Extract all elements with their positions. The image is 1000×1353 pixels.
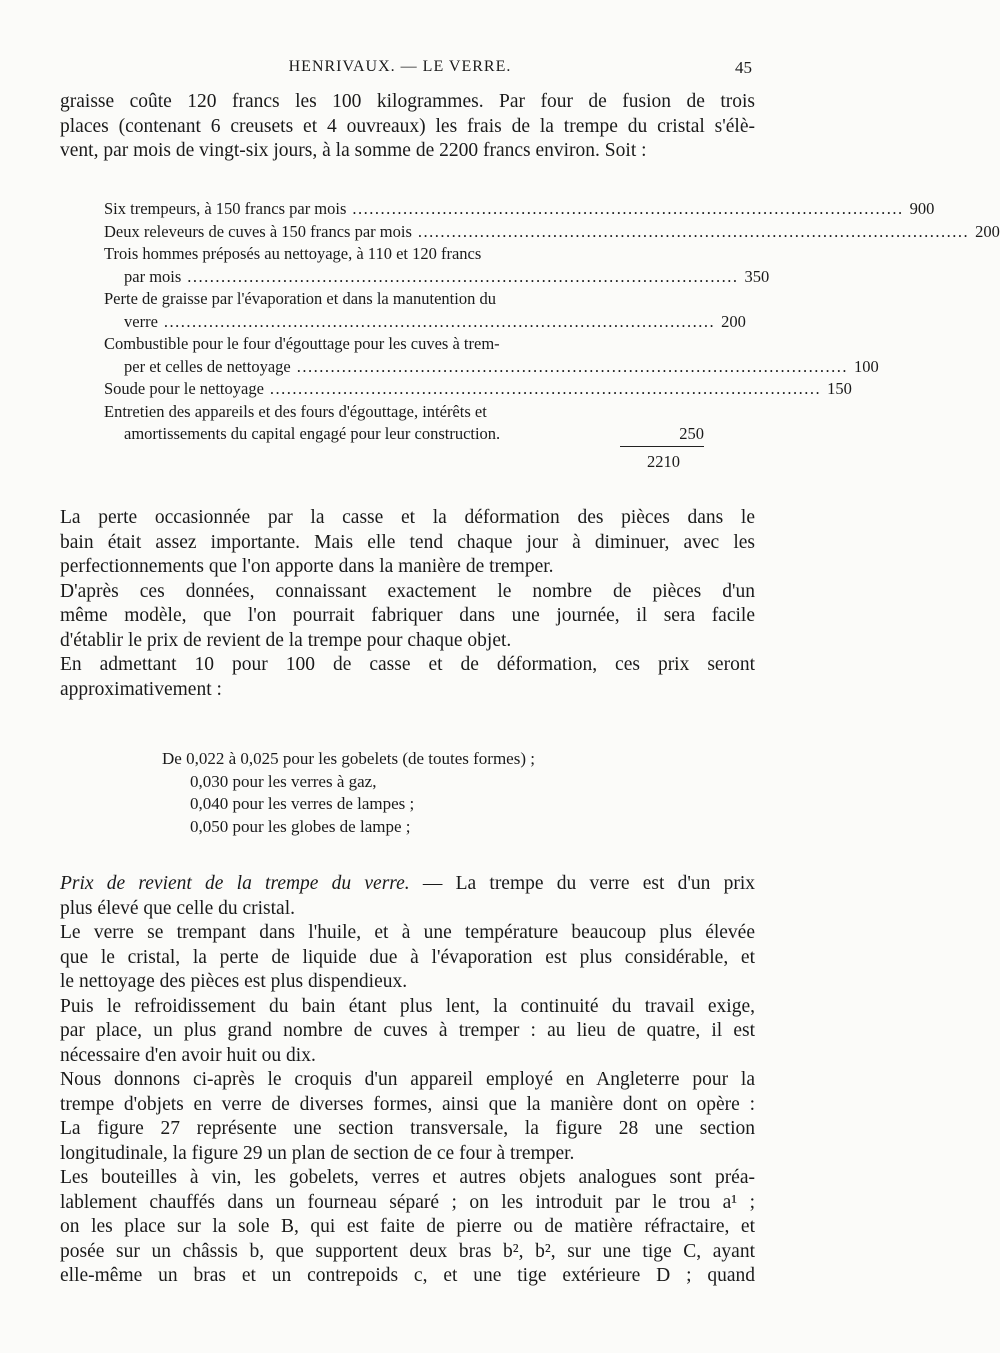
text-line: Le verre se trempant dans l'huile, et à une température beaucoup plus élevée: [60, 922, 755, 943]
text-line: elle-même un bras et un contrepoids c, et une tige extérieure D ; quand: [60, 1265, 755, 1286]
total-rule: [620, 446, 704, 447]
running-head: HENRIVAUX. — LE VERRE.: [288, 58, 512, 75]
price-list: [160, 748, 535, 838]
dot-leader: ..................................................................................................: [417, 221, 970, 241]
price-row: 0,030 pour les verres à gaz,: [190, 771, 377, 791]
paragraphs-block-2: [60, 872, 755, 1289]
text-line: lablement chauffés dans un fourneau séparé ; on les introduit par le trou a¹ ;: [60, 1191, 755, 1213]
text-line: trempe d'objets en verre de diverses formes, ainsi que la manière dont on opère :: [60, 1093, 755, 1115]
cost-label-cont: amortissements du capital engagé pour leur construction.: [124, 424, 501, 443]
text-line: que le cristal, la perte de liquide due à l'évaporation est plus considérable, et: [60, 946, 755, 968]
intro-paragraph: [60, 90, 755, 164]
cost-label: Soude pour le nettoyage: [104, 379, 264, 398]
text-line: par place, un plus grand nombre de cuves à tremper : au lieu de quatre, il est: [60, 1020, 755, 1041]
text-line: places (contenant 6 creusets et 4 ouvreaux) les frais de la trempe du cristal s'élè-: [60, 115, 755, 137]
dot-leader: ..................................................................................................: [163, 311, 716, 331]
text-line: graisse coûte 120 francs les 100 kilogrammes. Par four de fusion de trois: [60, 91, 755, 112]
text-line: longitudinale, la figure 29 un plan de section de ce four à tremper.: [60, 1142, 575, 1164]
cost-row: [104, 198, 935, 221]
price-row: 0,040 pour les verres de lampes ;: [190, 794, 415, 813]
text-line: Puis le refroidissement du bain étant plus lent, la continuité du travail exige,: [60, 995, 755, 1017]
cost-total: 2210: [647, 452, 680, 471]
paragraph: [60, 1068, 755, 1117]
text-line: Nous donnons ci-après le croquis d'un appareil employé en Angleterre pour la: [60, 1069, 755, 1090]
text-line: posée sur un châssis b, que supportent deux bras b², b², sur une tige C, ayant: [60, 1240, 755, 1262]
cost-amount: 350: [744, 266, 770, 286]
text-line: approximativement :: [60, 678, 222, 700]
cost-amount: 100: [854, 356, 879, 376]
cost-label: Six trempeurs, à 150 francs par mois: [104, 199, 347, 218]
cost-label: Entretien des appareils et des fours d'égouttage, intérêts et: [104, 401, 487, 421]
text-line: Les bouteilles à vin, les gobelets, verres et autres objets analogues sont préa-: [60, 1167, 755, 1188]
text-line: nécessaire d'en avoir huit ou dix.: [60, 1044, 316, 1066]
cost-amount: 900: [909, 199, 935, 218]
dot-leader: ..................................................................................................: [269, 379, 822, 398]
text-line: même modèle, que l'on pourrait fabriquer dans une journée, il sera facile: [60, 605, 755, 626]
paragraphs-block-1: [60, 506, 755, 702]
cost-label: Perte de graisse par l'évaporation et dans la manutention du: [104, 289, 496, 308]
paragraph: [60, 506, 755, 580]
text-line: D'après ces données, connaissant exactement le nombre de pièces d'un: [60, 580, 755, 602]
text-line: perfectionnements que l'on apporte dans la manière de tremper.: [60, 556, 554, 577]
paragraph: [60, 921, 755, 995]
cost-amount: 250: [679, 424, 704, 443]
cost-row: [104, 311, 746, 334]
text-line: d'établir le prix de revient de la trempe pour chaque objet.: [60, 629, 512, 651]
text-line: vent, par mois de vingt-six jours, à la somme de 2200 francs environ. Soit :: [60, 140, 647, 161]
section-paragraph: [60, 872, 755, 921]
text-line: En admettant 10 pour 100 de casse et de déformation, ces prix seront: [60, 654, 755, 675]
cost-row: [104, 356, 879, 379]
dot-leader: ..................................................................................................: [187, 266, 739, 286]
cost-amount: 200: [721, 311, 746, 331]
cost-row: [104, 423, 704, 446]
page-header: [0, 58, 800, 82]
cost-label: Trois hommes préposés au nettoyage, à 110 et 120 francs: [104, 244, 482, 263]
cost-row: [104, 221, 1000, 244]
cost-label: Deux releveurs de cuves à 150 francs par mois: [104, 221, 412, 241]
price-row: 0,050 pour les globes de lampe ;: [190, 816, 411, 836]
paragraph: [60, 1166, 755, 1289]
cost-amount: 150: [827, 379, 852, 398]
cost-row: [104, 378, 852, 401]
cost-label-cont: verre: [124, 311, 158, 331]
paragraph: [60, 580, 755, 654]
text-line: La perte occasionnée par la casse et la déformation des pièces dans le: [60, 507, 755, 528]
cost-label: Combustible pour le four d'égouttage pour les cuves à trem-: [104, 334, 500, 353]
section-title: Prix de revient de la trempe du verre.: [60, 873, 410, 894]
dot-leader: ..................................................................................................: [352, 199, 904, 218]
text-line: La figure 27 représente une section transversale, la figure 28 une section: [60, 1118, 755, 1139]
page-number: 45: [735, 58, 752, 77]
cost-amount: 200: [975, 221, 1000, 241]
text-line: le nettoyage des pièces est plus dispendieux.: [60, 971, 408, 992]
price-row: De 0,022 à 0,025 pour les gobelets (de toutes formes) ;: [162, 749, 535, 768]
cost-table: [104, 198, 1000, 446]
cost-label-cont: per et celles de nettoyage: [124, 356, 291, 376]
section-line: [60, 872, 755, 897]
paragraph: [60, 995, 755, 1069]
cost-row: [104, 266, 770, 289]
text-line: bain était assez importante. Mais elle tend chaque jour à diminuer, avec les: [60, 531, 755, 553]
cost-label-cont: par mois: [124, 266, 182, 286]
paragraph: [60, 1117, 755, 1166]
paragraph: [60, 653, 755, 702]
section-title-rest: — La trempe du verre est d'un prix: [409, 873, 755, 894]
text-line: plus élevé que celle du cristal.: [60, 897, 295, 919]
text-line: on les place sur la sole B, qui est faite de pierre ou de matière réfractaire, et: [60, 1216, 755, 1237]
dot-leader: ..................................................................................................: [296, 356, 848, 376]
